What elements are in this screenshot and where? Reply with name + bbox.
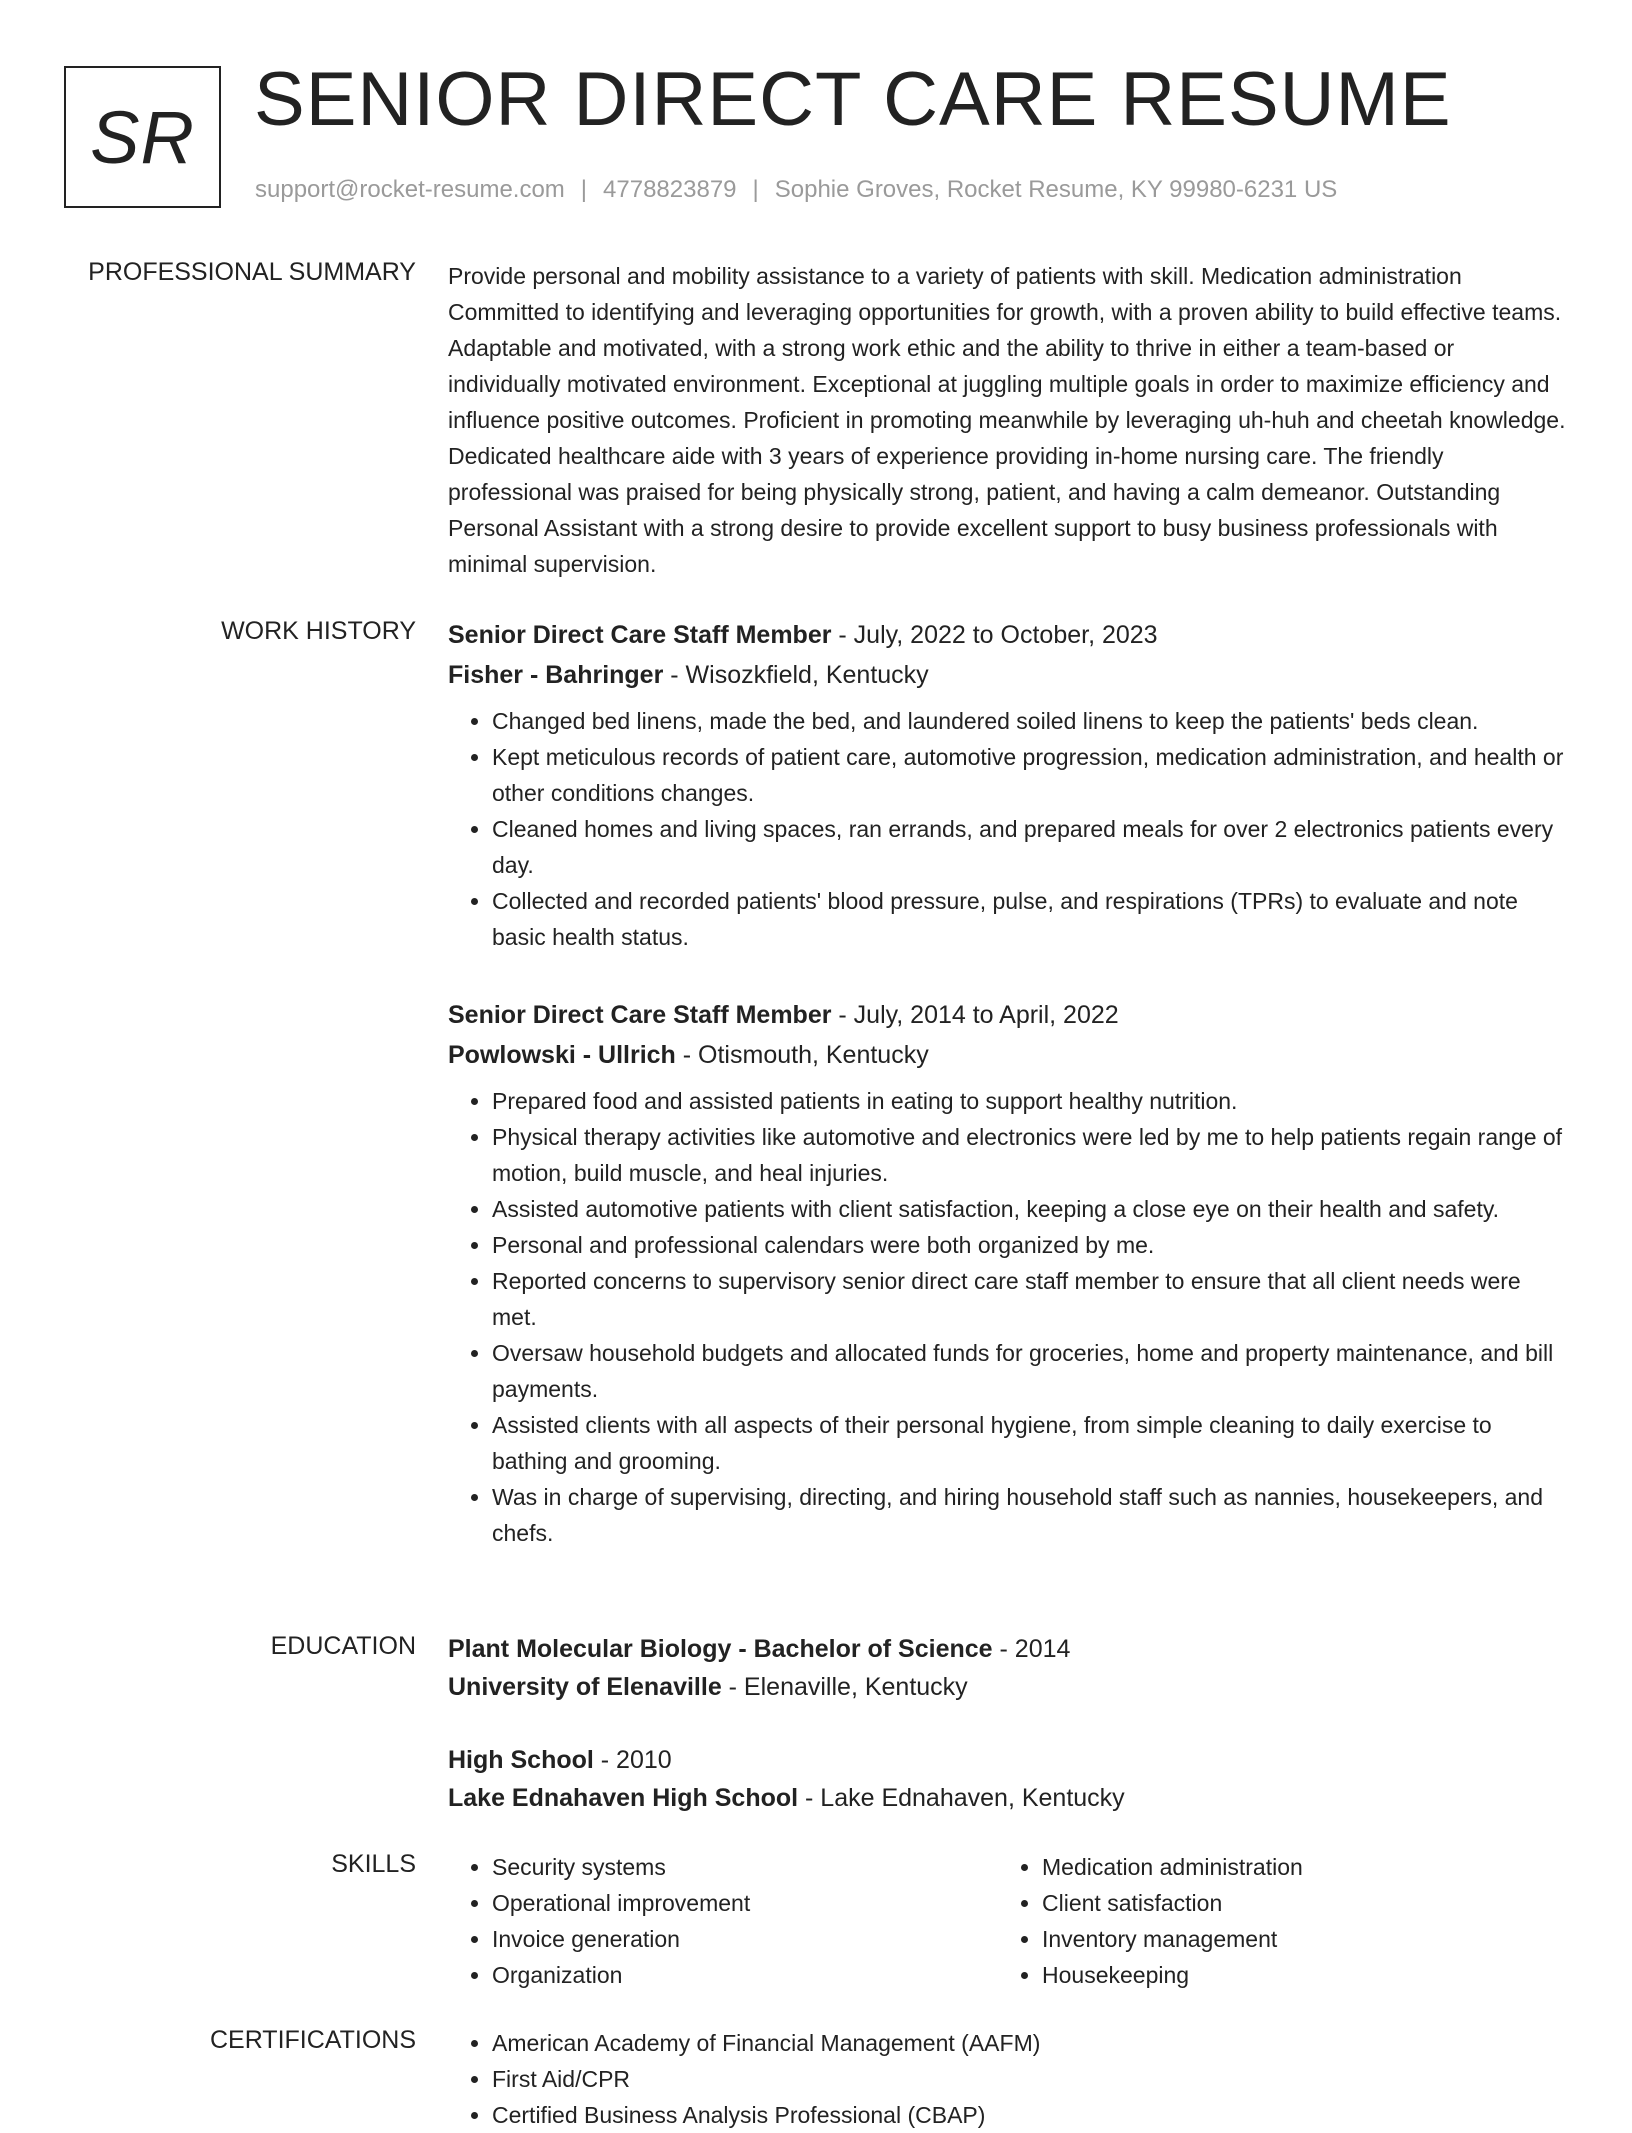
education-location: - Elenaville, Kentucky	[721, 1673, 968, 1701]
list-item: • Oversaw household budgets and allocated funds for groceries, home and property maintenance, and bill payments.	[492, 1335, 1568, 1407]
education-year: - 2014	[992, 1635, 1071, 1663]
monogram-badge: SR	[64, 66, 221, 208]
job-title-line	[448, 995, 1568, 1035]
job-location: - Wisozkfield, Kentucky	[663, 661, 929, 689]
job-company-line	[448, 655, 1568, 695]
list-item: • Collected and recorded patients' blood pressure, pulse, and respirations (TPRs) to evaluate and note basic health status.	[492, 883, 1568, 955]
list-item: • Changed bed linens, made the bed, and laundered soiled linens to keep the patients' beds clean.	[492, 703, 1568, 739]
skill-item: • Invoice generation	[492, 1921, 998, 1957]
education-location: - Lake Ednahaven, Kentucky	[798, 1784, 1125, 1812]
section-label-work-history: WORK HISTORY	[221, 617, 416, 645]
list-item: • Prepared food and assisted patients in eating to support healthy nutrition.	[492, 1083, 1568, 1119]
contact-separator: |	[580, 176, 588, 203]
education-entry	[448, 1741, 1568, 1817]
contact-separator: |	[752, 176, 759, 203]
education-school: University of Elenaville	[448, 1673, 722, 1701]
job-title-line	[448, 615, 1568, 655]
skill-item: • Inventory management	[1042, 1921, 1548, 1957]
list-item: • Was in charge of supervising, directing, and hiring household staff such as nannies, housekeepers, and chefs.	[492, 1479, 1568, 1551]
skill-item: • Organization	[492, 1957, 998, 1993]
contact-email[interactable]: support@rocket-resume.com	[255, 176, 565, 203]
list-item: • Assisted automotive patients with client satisfaction, keeping a close eye on their health and safety.	[492, 1191, 1568, 1227]
summary-section	[448, 258, 1568, 582]
contact-address: Sophie Groves, Rocket Resume, KY 99980-6231 US	[774, 176, 1338, 203]
summary-text: Provide personal and mobility assistance to a variety of patients with skill. Medication administration Committed to identifying and leveraging opportunities for growth, with a proven ability to build effective teams. Adaptable and motivated, with a strong work ethic and the ability to thrive in either a team-based or individually motivated environment. Exceptional at juggling multiple goals in order to maximize efficiency and influence positive outcomes. Proficient in promoting meanwhile by leveraging uh-huh and cheetah knowledge. Dedicated healthcare aide with 3 years of experience providing in-home nursing care. The friendly professional was praised for being physically strong, patient, and having a calm demeanor. Outstanding Personal Assistant with a strong desire to provide excellent support to busy business professionals with minimal supervision.	[448, 263, 1566, 577]
skills-grid	[448, 1849, 1568, 1993]
skills-column-right	[998, 1849, 1548, 1993]
education-school-line	[448, 1779, 1568, 1817]
contact-line	[255, 176, 1337, 204]
job-company: Fisher - Bahringer	[448, 661, 664, 689]
job-company-line	[448, 1035, 1568, 1075]
section-label-certifications: CERTIFICATIONS	[209, 2026, 416, 2054]
list-item: • Physical therapy activities like automotive and electronics were led by me to help patients regain range of motion, build muscle, and heal injuries.	[492, 1119, 1568, 1191]
skill-item: • Client satisfaction	[1042, 1885, 1548, 1921]
job-dates: - July, 2022 to October, 2023	[831, 621, 1158, 649]
section-label-education: EDUCATION	[270, 1632, 416, 1660]
education-degree-line	[448, 1741, 1568, 1779]
list-item: • Assisted clients with all aspects of their personal hygiene, from simple cleaning to daily exercise to bathing and grooming.	[492, 1407, 1568, 1479]
job-location: - Otismouth, Kentucky	[675, 1041, 929, 1069]
job-dates: - July, 2014 to April, 2022	[831, 1001, 1119, 1029]
job-title: Senior Direct Care Staff Member	[448, 1001, 832, 1029]
resume-title: SENIOR DIRECT CARE RESUME	[254, 57, 1452, 142]
skills-column-left	[448, 1849, 998, 1993]
skills-section	[448, 1849, 1568, 1993]
certifications-list	[448, 2025, 1568, 2133]
education-degree-line	[448, 1630, 1568, 1668]
contact-phone[interactable]: 4778823879	[603, 176, 737, 203]
list-item: • Kept meticulous records of patient care, automotive progression, medication administration, and health or other conditions changes.	[492, 739, 1568, 811]
section-label-skills: SKILLS	[331, 1850, 416, 1878]
job-bullets	[448, 1083, 1568, 1551]
education-degree: High School	[448, 1746, 594, 1774]
list-item: • Cleaned homes and living spaces, ran errands, and prepared meals for over 2 electronics patients every day.	[492, 811, 1568, 883]
job-title: Senior Direct Care Staff Member	[448, 621, 832, 649]
work-job-2	[448, 995, 1568, 1551]
section-label-summary: PROFESSIONAL SUMMARY	[88, 258, 416, 286]
job-company: Powlowski - Ullrich	[448, 1041, 676, 1069]
certification-item: • Certified Business Analysis Professional (CBAP)	[492, 2097, 1568, 2133]
education-school: Lake Ednahaven High School	[448, 1784, 799, 1812]
education-school-line	[448, 1668, 1568, 1706]
education-degree: Plant Molecular Biology - Bachelor of Science	[448, 1635, 993, 1663]
skill-item: • Medication administration	[1042, 1849, 1548, 1885]
certification-item: • American Academy of Financial Management (AAFM)	[492, 2025, 1568, 2061]
job-bullets	[448, 703, 1568, 955]
certifications-section	[448, 2025, 1568, 2133]
education-year: - 2010	[593, 1746, 672, 1774]
education-entry	[448, 1630, 1568, 1706]
list-item: • Personal and professional calendars were both organized by me.	[492, 1227, 1568, 1263]
skill-item: • Operational improvement	[492, 1885, 998, 1921]
work-job-1	[448, 615, 1568, 955]
certification-item: • First Aid/CPR	[492, 2061, 1568, 2097]
skill-item: • Security systems	[492, 1849, 998, 1885]
list-item: • Reported concerns to supervisory senior direct care staff member to ensure that all client needs were met.	[492, 1263, 1568, 1335]
skill-item: • Housekeeping	[1042, 1957, 1548, 1993]
